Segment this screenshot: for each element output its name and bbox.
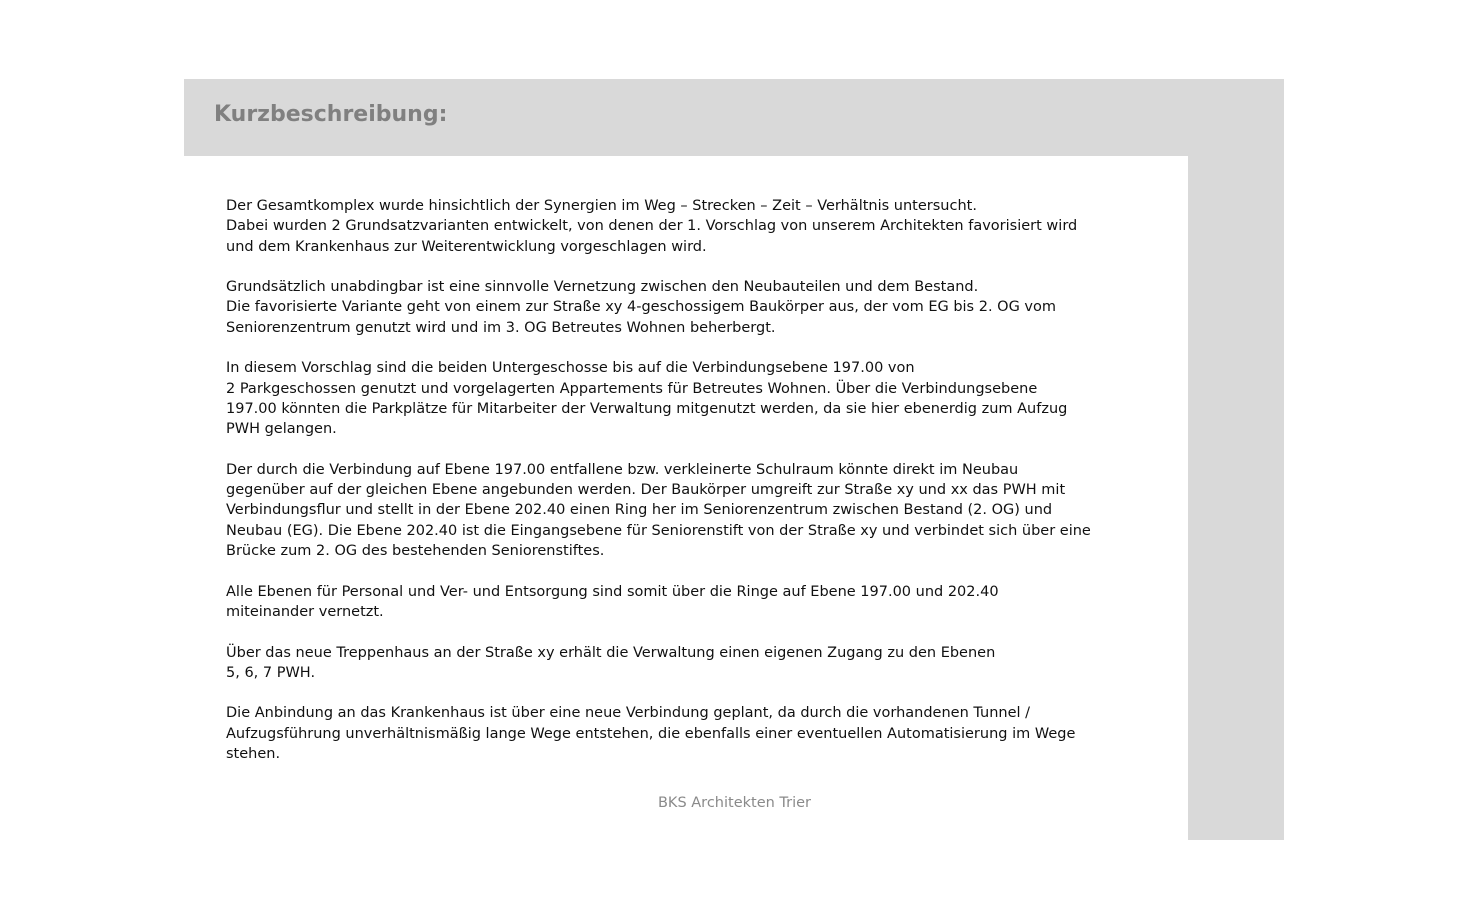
paragraph-line: Über das neue Treppenhaus an der Straße xy erhält die Verwaltung einen eigenen Zugang zu den Ebenen — [226, 644, 996, 661]
paragraph-line: Der durch die Verbindung auf Ebene 197.00 entfallene bzw. verkleinerte Schulraum könnte direkt im Neubau — [226, 461, 1019, 478]
footer-text: BKS Architekten Trier — [657, 795, 812, 811]
paragraph — [226, 643, 1126, 684]
paragraph — [226, 460, 1126, 561]
paragraph-line: Verbindungsflur und stellt in der Ebene 202.40 einen Ring her im Seniorenzentrum zwischen Bestand (2. OG) und — [226, 502, 1053, 519]
paragraph-line: 5, 6, 7 PWH. — [226, 664, 316, 681]
paragraph-line: Seniorenzentrum genutzt wird und im 3. OG Betreutes Wohnen beherbergt. — [226, 319, 776, 336]
footer — [0, 795, 1469, 811]
paragraph-line: gegenüber auf der gleichen Ebene angebunden werden. Der Baukörper umgreift zur Straße xy und xx das PWH mit — [226, 482, 1066, 499]
paragraph-line: stehen. — [226, 746, 281, 763]
paragraph — [226, 582, 1126, 623]
paragraph — [226, 277, 1126, 338]
paragraph-line: 2 Parkgeschossen genutzt und vorgelagerten Appartements für Betreutes Wohnen. Über die Verbindungsebene — [226, 380, 1038, 397]
description-body — [226, 196, 1126, 785]
paragraph — [226, 196, 1126, 257]
paragraph-line: 197.00 könnten die Parkplätze für Mitarbeiter der Verwaltung mitgenutzt werden, da sie hier ebenerdig zum Aufzug — [226, 400, 1068, 417]
paragraph-line: Dabei wurden 2 Grundsatzvarianten entwickelt, von denen der 1. Vorschlag von unserem Architekten favorisiert wird — [226, 218, 1078, 235]
paragraph-line: Der Gesamtkomplex wurde hinsichtlich der Synergien im Weg – Strecken – Zeit – Verhältnis untersucht. — [226, 198, 977, 214]
slide-title: Kurzbeschreibung: — [214, 102, 448, 127]
paragraph-line: Grundsätzlich unabdingbar ist eine sinnvolle Vernetzung zwischen den Neubauteilen und dem Bestand. — [226, 279, 979, 296]
paragraph — [226, 358, 1126, 439]
paragraph-line: Alle Ebenen für Personal und Ver- und Entsorgung sind somit über die Ringe auf Ebene 197.00 und 202.40 — [226, 583, 999, 600]
paragraph-line: Neubau (EG). Die Ebene 202.40 ist die Eingangsebene für Seniorenstift von der Straße xy und verbindet sich über eine — [226, 522, 1091, 539]
paragraph-line: PWH gelangen. — [226, 421, 337, 438]
paragraph-line: Die Anbindung an das Krankenhaus ist über eine neue Verbindung geplant, da durch die vorhandenen Tunnel / — [226, 705, 1031, 722]
paragraph-line: Die favorisierte Variante geht von einem zur Straße xy 4-geschossigem Baukörper aus, der vom EG bis 2. OG vom — [226, 299, 1057, 316]
paragraph-line: Aufzugsführung unverhältnismäßig lange Wege entstehen, die ebenfalls einer eventuellen Automatisierung im Wege — [226, 725, 1076, 742]
paragraph — [226, 703, 1126, 764]
paragraph-line: Brücke zum 2. OG des bestehenden Seniorenstiftes. — [226, 543, 605, 560]
paragraph-line: miteinander vernetzt. — [226, 603, 384, 620]
right-side-band — [1188, 79, 1284, 840]
paragraph-line: und dem Krankenhaus zur Weiterentwicklung vorgeschlagen wird. — [226, 238, 707, 255]
paragraph-line: In diesem Vorschlag sind die beiden Untergeschosse bis auf die Verbindungsebene 197.00 von — [226, 360, 915, 377]
